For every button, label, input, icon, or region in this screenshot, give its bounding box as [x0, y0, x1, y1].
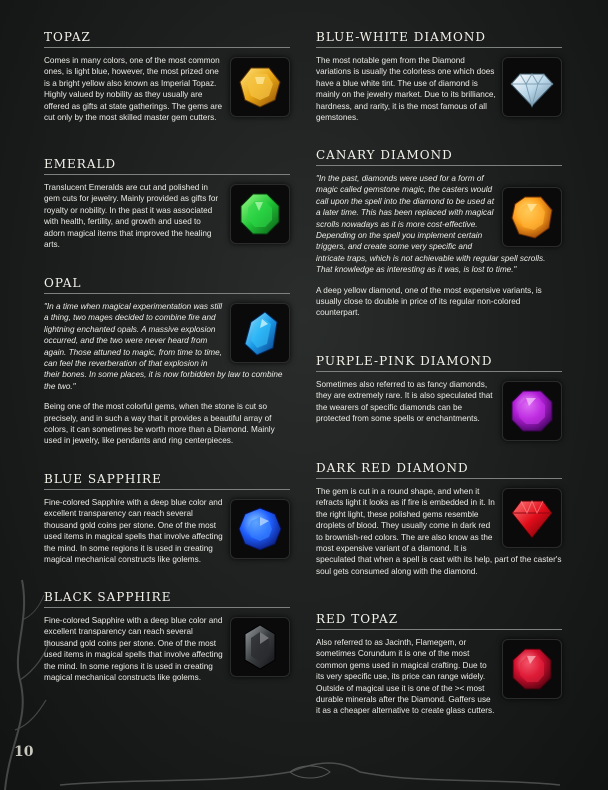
emerald-gem-icon	[230, 184, 290, 244]
purple-pink-diamond-gem-icon	[502, 381, 562, 441]
entry-title: BLUE-WHITE DIAMOND	[316, 30, 562, 48]
entry-paragraph: Also referred to as Jacinth, Flamegem, or sometimes Corundum it is one of the most common gems used in magical crafting. Due to its very specific use, its price can range widely. Outside of magical use it is one of the >< most durable minerals after the Diamond. Gaffers use it as a cheaper alternative to create glass cutters.	[316, 638, 495, 716]
vine-ornament-bottom	[60, 750, 560, 790]
entry-quote: "In a time when magical experimentation was still a thing, two mages decided to combine fire and lightning enchanted opals. A massive explosion occurred, and the two were never heard from again. Those attuned to magic, from time to time, can feel the reverberation of that explosion in their bones. In some places, it is now forbidden by law to combine the two."	[44, 302, 283, 391]
entry-title: PURPLE-PINK DIAMOND	[316, 354, 562, 372]
entry-title: BLUE SAPPHIRE	[44, 472, 290, 490]
entry-paragraph: Sometimes also referred to as fancy diamonds, they are extremely rare. It is also speculated that the wearers of specific diamonds can be protected from some spells or enchantments.	[316, 380, 493, 424]
entry-quote: "In the past, diamonds were used for a form of magic called gemstone magic, the casters would call upon the spell into the diamond to be used at a later time. This has been replaced with magical scrolls nowadays as it is more cost-effective. Depending on the spell you implement certain triggers, and create some very specific and intricate traps, which is not achievable with regular spell scrolls. That knowledge as interesting as it was, is lost to time."	[316, 174, 546, 275]
entry-title: TOPAZ	[44, 30, 290, 48]
entry-purple-pink-diamond	[316, 354, 562, 445]
entry-paragraph: The gem is cut in a round shape, and when it refracts light it looks as if fire is embedded in it. In the right light, these polished gems resemble droplets of blood. They usually come in dark red to brownish-red colors. The are also know as the most expensive variant of a diamond. It is speculated that when a spell is cast with its help, part of the caster's soul gets consumed along with the diamond.	[316, 487, 562, 576]
entry-paragraph: Translucent Emeralds are cut and polished in gem cuts for jewelry. Mainly provided as gifts for royalty or nobility. In the past it was associated with health, fertility, and growth and used to adorn magical items that improved the healing arts.	[44, 183, 219, 250]
blue-sapphire-gem-icon	[230, 499, 290, 559]
entry-blue-sapphire	[44, 472, 290, 574]
red-topaz-gem-icon	[502, 639, 562, 699]
entry-paragraph: Fine-colored Sapphire with a deep blue color and excellent transparency can reach several thousand gold coins per stone. One of the most used items in magical spells that involve affecting the mind. In some regions it is used in creating magical mechanical constructs like golems.	[44, 498, 223, 565]
entry-topaz	[44, 30, 290, 132]
entry-paragraph: The most notable gem from the Diamond variations is usually the colorless one which does have a blue white tint. The use of diamond is mainly on the jewelry market. Due to its brilliance, hardness, and rarity, it is the most famous of all gemstones.	[316, 56, 496, 123]
entry-title: OPAL	[44, 276, 290, 294]
entry-red-topaz	[316, 612, 562, 726]
black-sapphire-gem-icon	[230, 617, 290, 677]
entry-black-sapphire	[44, 590, 290, 692]
topaz-gem-icon	[230, 57, 290, 117]
entry-dark-red-diamond	[316, 461, 562, 586]
opal-gem-icon	[230, 303, 290, 363]
entry-blue-white-diamond	[316, 30, 562, 132]
entry-title: BLACK SAPPHIRE	[44, 590, 290, 608]
entry-paragraph: A deep yellow diamond, one of the most expensive variants, is usually close to double in price of its regular non-colored counterpart.	[316, 285, 542, 318]
entry-paragraph: Being one of the most colorful gems, when the stone is cut so precisely, and in such a way that it provides a beautiful array of colors, it can sometimes be worth more than a Diamond. Mainly used in jewelry, like pendants and ring centerpieces.	[44, 402, 275, 446]
entry-opal	[44, 276, 290, 456]
entry-title: EMERALD	[44, 157, 290, 175]
canary-diamond-gem-icon	[502, 187, 562, 247]
entry-paragraph: Fine-colored Sapphire with a deep blue color and excellent transparency can reach several thousand gold coins per stone. One of the most used items in magical spells that involve affecting the mind. In some regions it is used in creating magical mechanical constructs like golems.	[44, 616, 223, 683]
entry-title: DARK RED DIAMOND	[316, 461, 562, 479]
page-number: 10	[14, 744, 34, 760]
entry-paragraph: Comes in many colors, one of the most common ones, is light blue, however, the most prized one is a bright yellow also known as Imperial Topaz. Highly valued by nobility as they usually are offered as gifts at state gatherings. The gems are cut only by the most skilled master gem cutters.	[44, 56, 223, 123]
blue-white-diamond-gem-icon	[502, 57, 562, 117]
entry-title: CANARY DIAMOND	[316, 148, 562, 166]
entry-title: RED TOPAZ	[316, 612, 562, 630]
dark-red-diamond-gem-icon	[502, 488, 562, 548]
entry-emerald	[44, 157, 290, 259]
entry-canary-diamond	[316, 148, 562, 328]
